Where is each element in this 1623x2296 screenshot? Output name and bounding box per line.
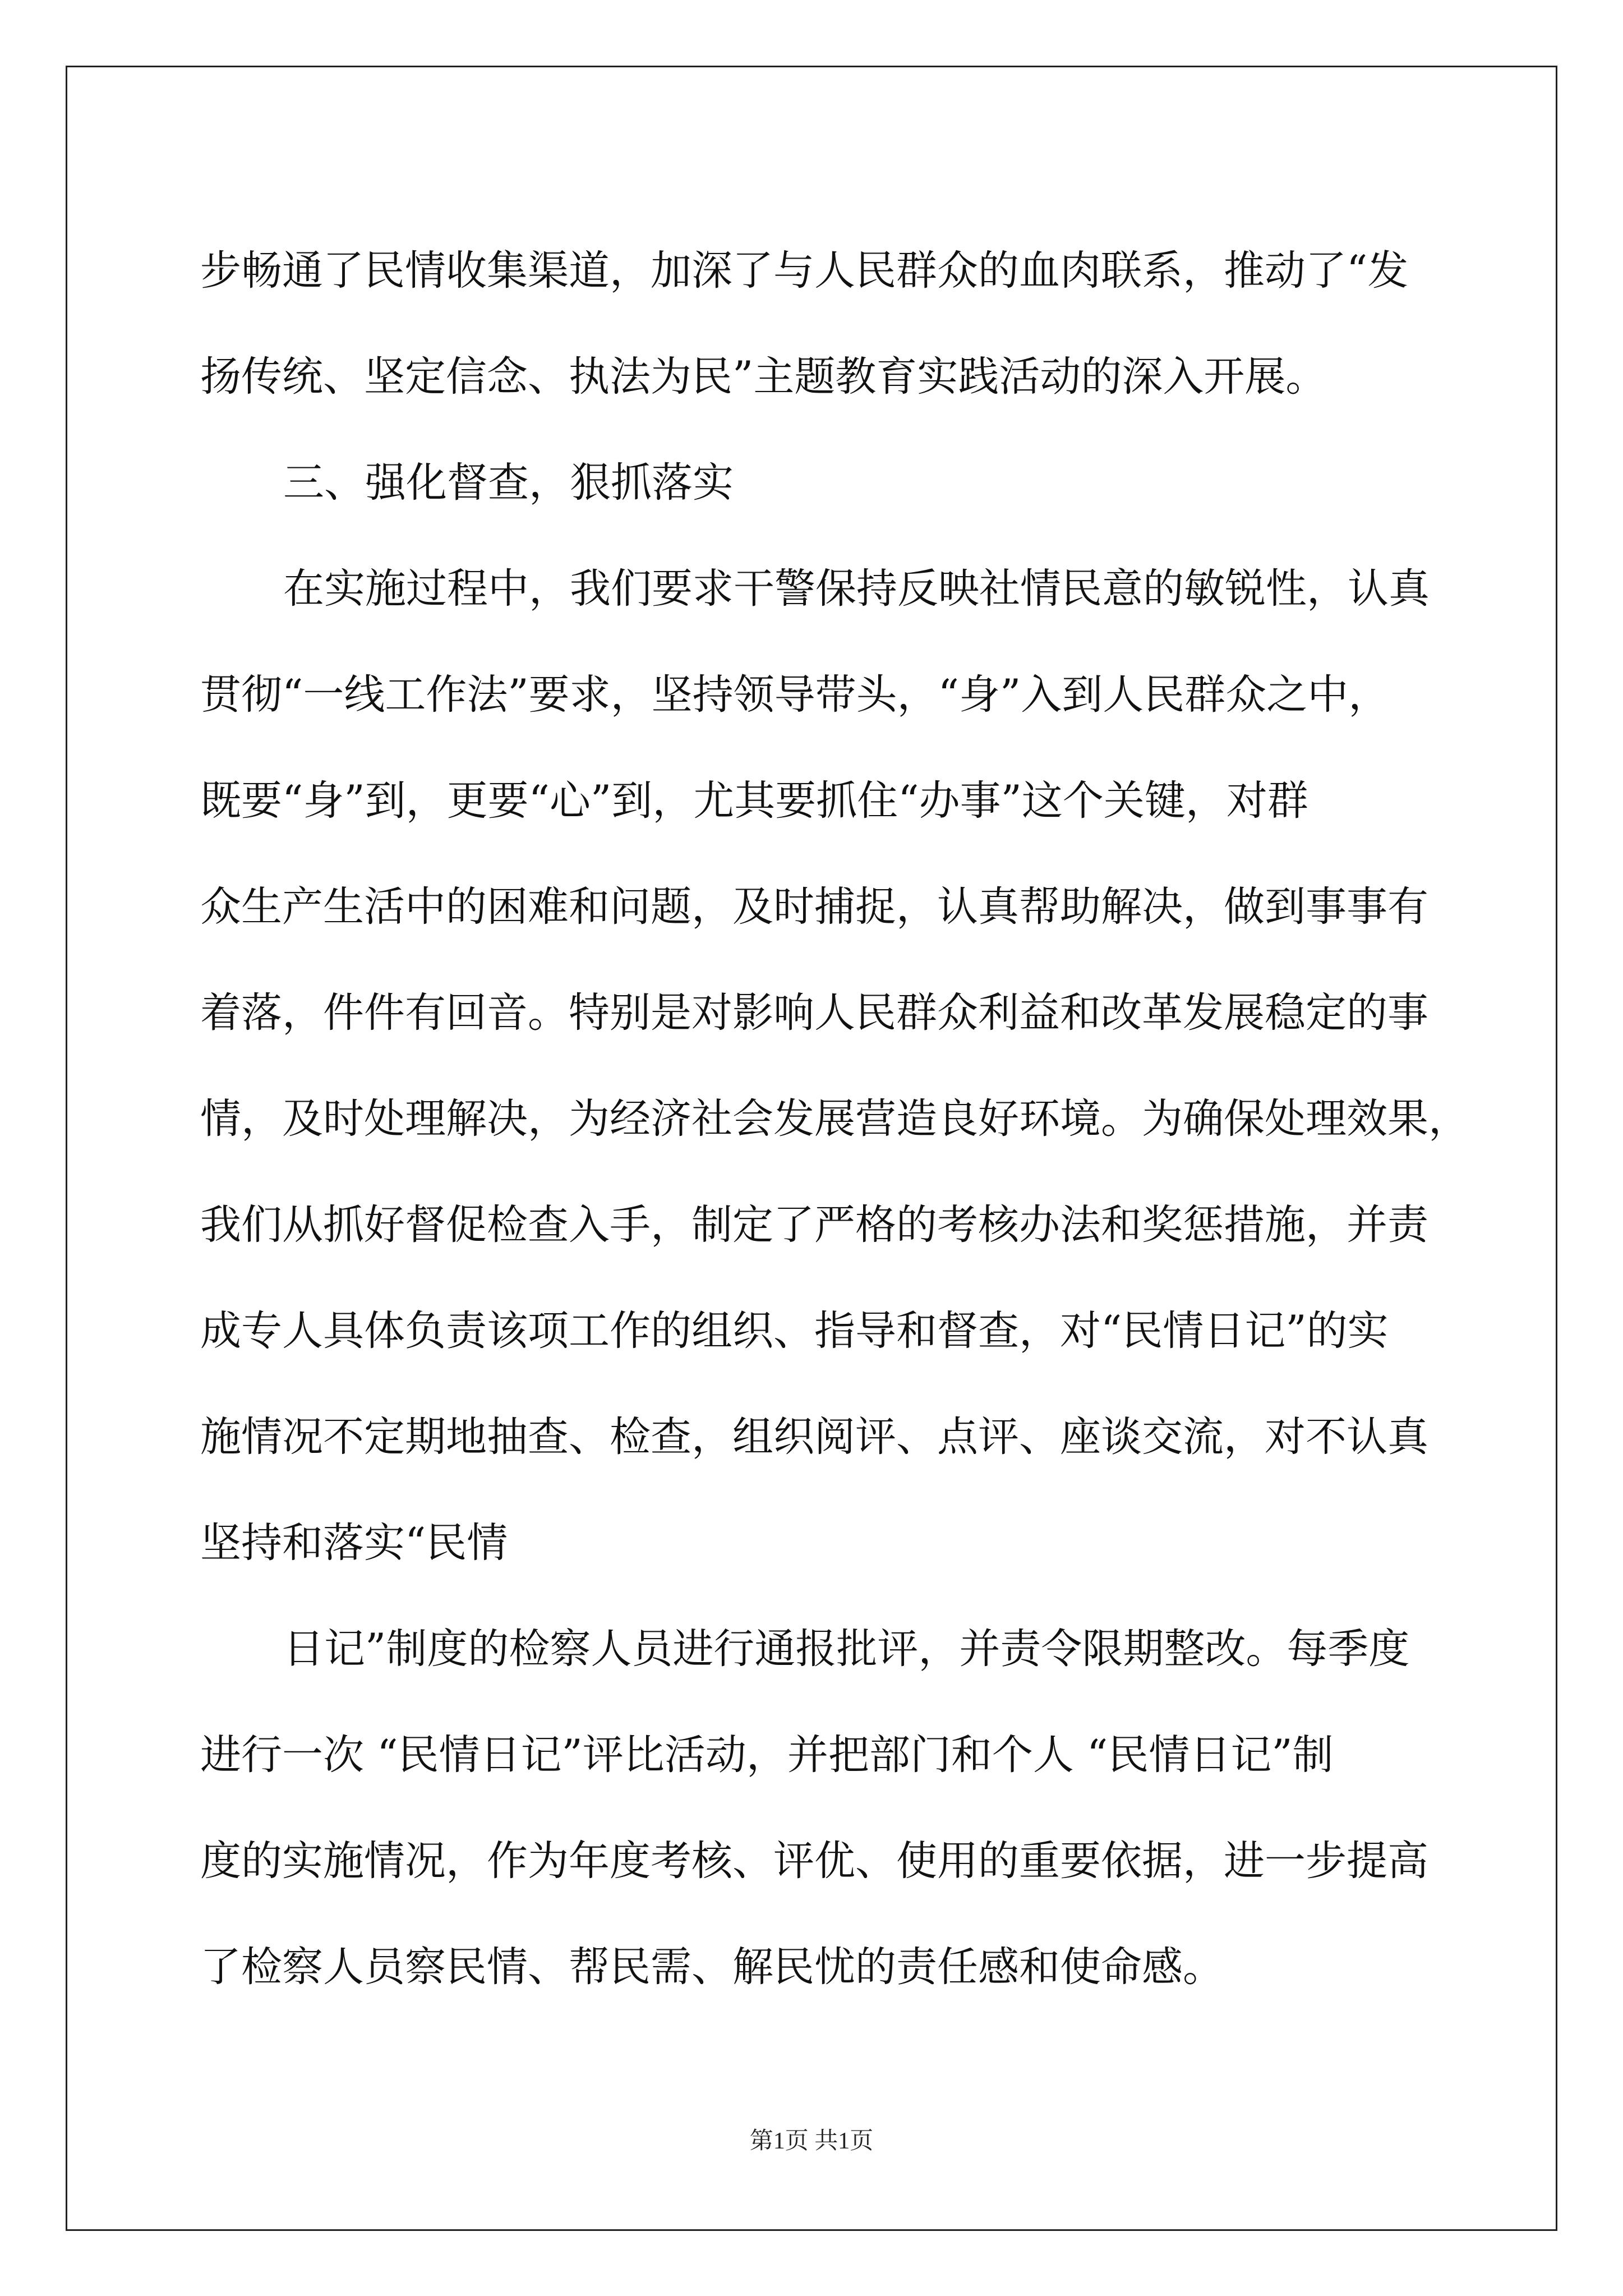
body-line-14: 日记”制度的检察人员进行通报批评，并责令限期整改。每季度 <box>283 1625 1410 1673</box>
page-number-footer: 第1页 共1页 <box>749 2128 874 2154</box>
document-body <box>200 218 1469 2020</box>
body-line-13: 坚持和落实“民情 <box>200 1519 508 1567</box>
body-line-16: 度的实施情况，作为年度考核、评优、使用的重要依据，进一步提高 <box>200 1837 1428 1885</box>
body-line-15: 进行一次 “民情日记”评比活动，并把部门和个人 “民情日记”制 <box>200 1731 1334 1779</box>
body-line-5: 贯彻“一线工作法”要求，坚持领导带头，“身”入到人民群众之中， <box>200 671 1390 719</box>
body-line-7: 众生产生活中的困难和问题，及时捕捉，认真帮助解决，做到事事有 <box>200 883 1428 931</box>
body-line-12: 施情况不定期地抽查、检查，组织阅评、点评、座谈交流，对不认真 <box>200 1413 1428 1461</box>
body-line-6: 既要“身”到，更要“心”到，尤其要抓住“办事”这个关键，对群 <box>200 777 1308 825</box>
body-line-4: 在实施过程中，我们要求干警保持反映社情民意的敏锐性，认真 <box>283 565 1430 613</box>
body-line-8: 着落，件件有回音。特别是对影响人民群众利益和改革发展稳定的事 <box>200 989 1428 1037</box>
body-line-10: 我们从抓好督促检查入手，制定了严格的考核办法和奖惩措施，并责 <box>200 1201 1428 1249</box>
body-line-1: 步畅通了民情收集渠道，加深了与人民群众的血肉联系，推动了“发 <box>200 247 1409 295</box>
body-line-17: 了检察人员察民情、帮民需、解民忧的责任感和使命感。 <box>200 1943 1224 1991</box>
section-heading: 三、强化督查，狠抓落实 <box>283 459 734 507</box>
body-line-11: 成专人具体负责该项工作的组织、指导和督查，对“民情日记”的实 <box>200 1307 1389 1355</box>
body-line-9: 情，及时处理解决，为经济社会发展营造良好环境。为确保处理效果， <box>200 1095 1469 1143</box>
body-line-2: 扬传统、坚定信念、执法为民”主题教育实践活动的深入开展。 <box>200 353 1327 401</box>
